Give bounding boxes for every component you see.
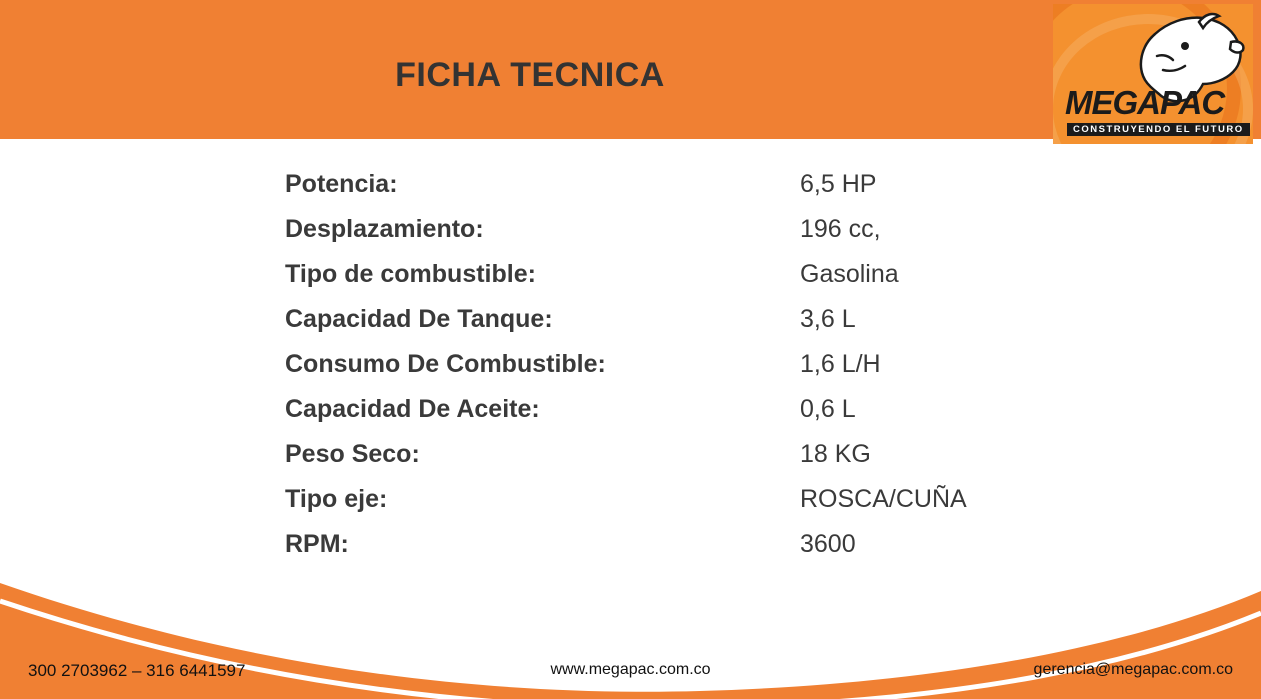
spec-label: Capacidad De Tanque:: [285, 305, 553, 333]
company-logo: [1053, 4, 1253, 144]
footer-phones: 300 2703962 – 316 6441597: [28, 661, 246, 680]
spec-value: 3600: [800, 530, 856, 558]
table-row: [285, 305, 1045, 350]
spec-value: 1,6 L/H: [800, 350, 881, 378]
table-row: [285, 485, 1045, 530]
table-row: [285, 395, 1045, 440]
table-row: [285, 260, 1045, 305]
spec-table: [285, 170, 1045, 575]
table-row: [285, 350, 1045, 395]
spec-value: ROSCA/CUÑA: [800, 485, 967, 513]
spec-value: 18 KG: [800, 440, 871, 468]
spec-label: RPM:: [285, 530, 349, 558]
spec-label: Potencia:: [285, 170, 398, 198]
spec-label: Capacidad De Aceite:: [285, 395, 540, 423]
spec-value: Gasolina: [800, 260, 899, 288]
spec-value: 6,5 HP: [800, 170, 877, 198]
spec-label: Peso Seco:: [285, 440, 420, 468]
footer-email[interactable]: gerencia@megapac.com.co: [1033, 661, 1233, 678]
logo-wordmark: MEGAPAC: [1065, 84, 1225, 121]
footer-website[interactable]: www.megapac.com.co: [550, 661, 711, 678]
table-row: [285, 440, 1045, 485]
footer: [0, 639, 1261, 699]
spec-label: Tipo eje:: [285, 485, 388, 513]
table-row: [285, 215, 1045, 260]
spec-value: 0,6 L: [800, 395, 856, 423]
logo-tagline: CONSTRUYENDO EL FUTURO: [1067, 123, 1250, 136]
spec-value: 196 cc,: [800, 215, 881, 243]
page-title: FICHA TECNICA: [395, 56, 665, 94]
spec-label: Tipo de combustible:: [285, 260, 536, 288]
spec-value: 3,6 L: [800, 305, 856, 333]
table-row: [285, 170, 1045, 215]
spec-label: Consumo De Combustible:: [285, 350, 606, 378]
spec-label: Desplazamiento:: [285, 215, 484, 243]
